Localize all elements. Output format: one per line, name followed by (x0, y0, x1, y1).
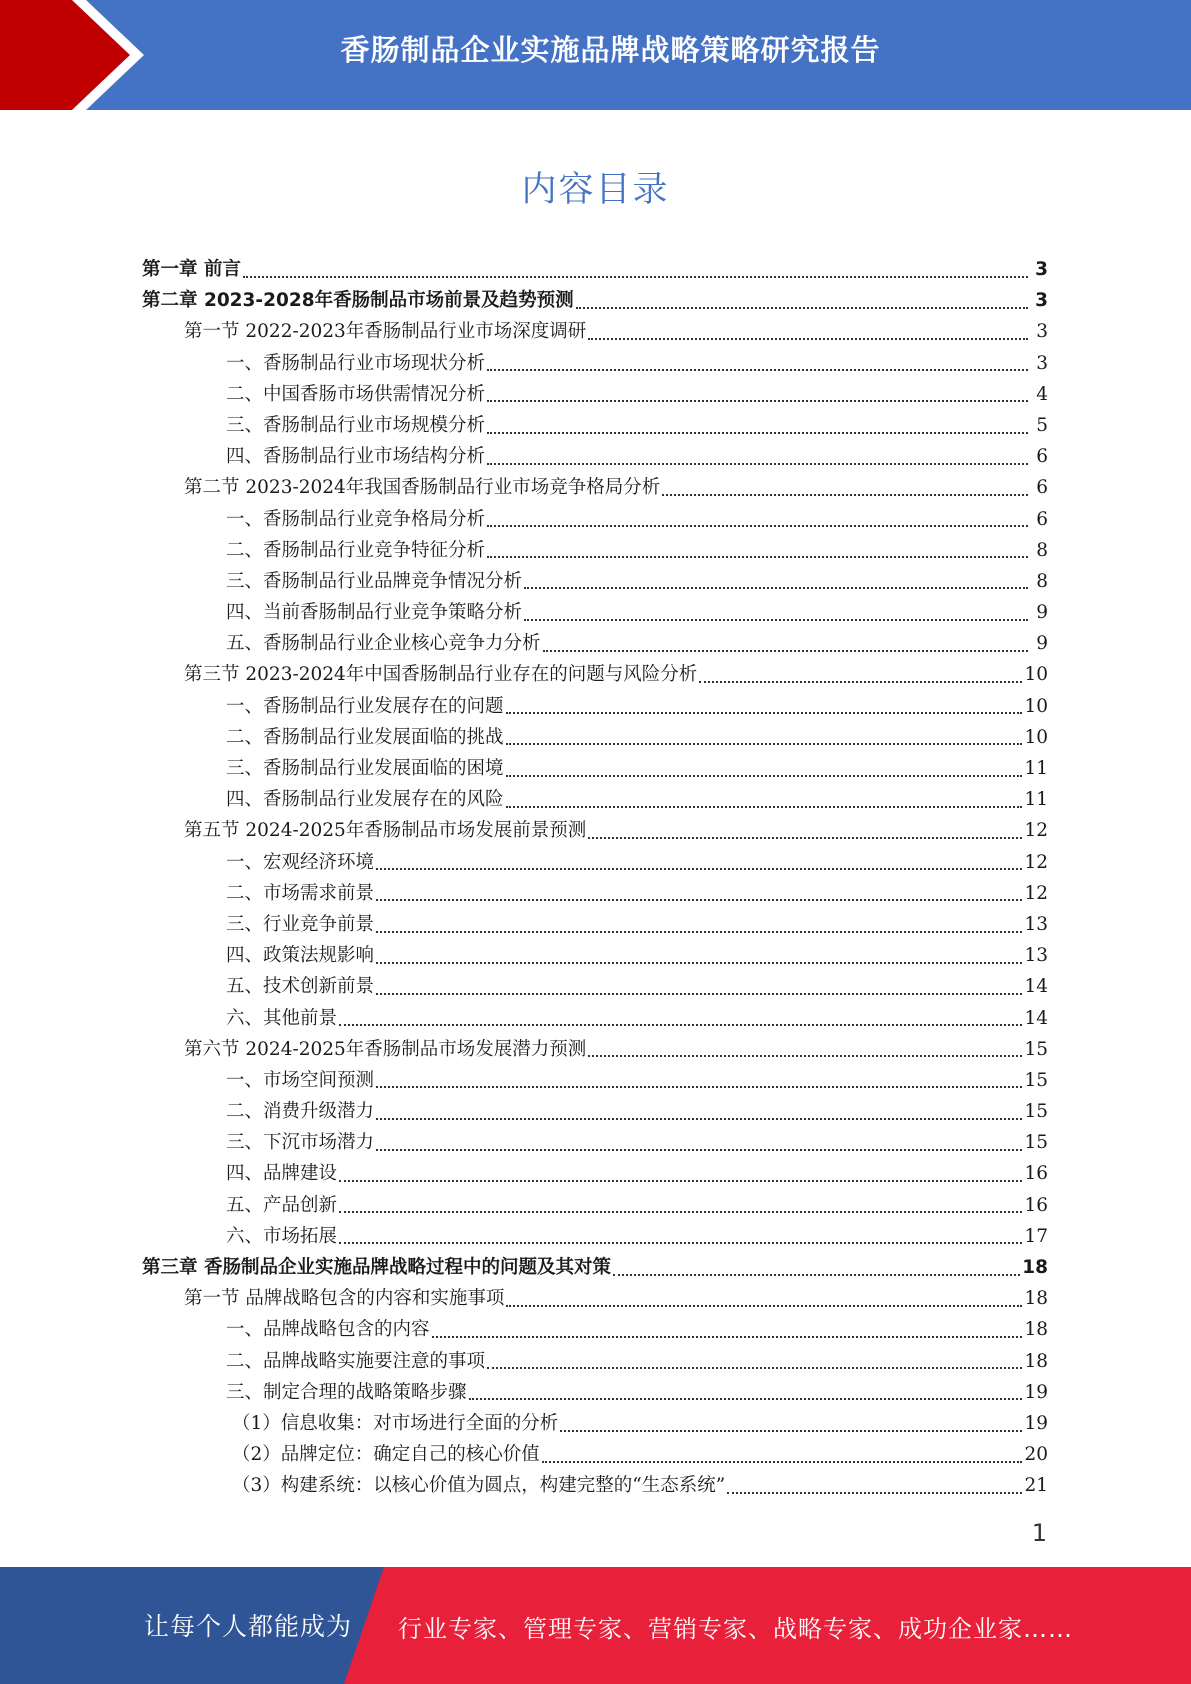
page-number: 1 (1031, 1519, 1047, 1547)
toc-entry-page: 19 (1024, 1381, 1048, 1403)
toc-entry[interactable] (142, 784, 1048, 815)
toc-entry-title: 一、香肠制品行业市场现状分析 (226, 352, 486, 374)
toc-entry-title: 三、香肠制品行业品牌竞争情况分析 (226, 570, 523, 592)
dot-leader (376, 899, 1022, 901)
toc-entry-title: 第六节 2024-2025年香肠制品市场发展潜力预测 (184, 1038, 587, 1060)
toc-entry-title: （3）构建系统：以核心价值为圆点，构建完整的“生态系统” (232, 1475, 726, 1497)
toc-entry-page: 18 (1024, 1319, 1048, 1341)
toc-entry-title: 二、香肠制品行业发展面临的挑战 (226, 726, 504, 748)
toc-entry-title: 四、香肠制品行业市场结构分析 (226, 446, 486, 468)
dot-leader (376, 868, 1022, 870)
toc-entry[interactable] (142, 659, 1048, 690)
toc-entry-page: 21 (1024, 1475, 1048, 1497)
toc-entry-page: 14 (1024, 1007, 1048, 1029)
toc-entry-page: 18 (1024, 1350, 1048, 1372)
toc-entry[interactable] (142, 1065, 1048, 1096)
header-band (0, 0, 1191, 110)
dot-leader (487, 432, 1028, 434)
toc-entry-title: 第一节 品牌战略包含的内容和实施事项 (184, 1288, 505, 1310)
dot-leader (588, 338, 1028, 340)
toc-entry-title: 三、制定合理的战略策略步骤 (226, 1381, 467, 1403)
toc-entry-title: 第三节 2023-2024年中国香肠制品行业存在的问题与风险分析 (184, 664, 698, 686)
toc-entry-page: 12 (1024, 820, 1048, 842)
dot-leader (487, 556, 1028, 558)
toc-entry-title: 第二章 2023-2028年香肠制品市场前景及趋势预测 (142, 290, 574, 312)
toc-entry[interactable] (142, 316, 1048, 347)
toc-entry-page: 12 (1024, 882, 1048, 904)
toc-entry-page: 13 (1024, 945, 1048, 967)
toc-entry-title: 一、品牌战略包含的内容 (226, 1319, 430, 1341)
toc-entry-page: 17 (1024, 1225, 1048, 1247)
toc-entry[interactable] (142, 1346, 1048, 1377)
dot-leader (662, 494, 1028, 496)
toc-entry-title: 二、香肠制品行业竞争特征分析 (226, 539, 486, 561)
toc-entry[interactable] (142, 628, 1048, 659)
dot-leader (524, 619, 1028, 621)
dot-leader (376, 931, 1022, 933)
toc-entry[interactable] (142, 1158, 1048, 1189)
toc-entry-page: 3 (1036, 352, 1048, 374)
toc-entry-page: 13 (1024, 913, 1048, 935)
toc-entry-page: 9 (1036, 602, 1048, 624)
toc-entry-page: 8 (1036, 539, 1048, 561)
toc-entry[interactable] (142, 1127, 1048, 1158)
report-title: 香肠制品企业实施品牌战略策略研究报告 (340, 33, 881, 67)
toc-entry[interactable] (142, 1408, 1048, 1439)
toc-entry[interactable] (142, 441, 1048, 472)
toc-entry-title: 一、市场空间预测 (226, 1069, 375, 1091)
dot-leader (588, 1055, 1022, 1057)
dot-leader (376, 993, 1022, 995)
dot-leader (469, 1398, 1023, 1400)
toc-entry[interactable] (142, 1221, 1048, 1252)
toc-entry-title: 五、技术创新前景 (226, 976, 375, 998)
toc-entry-page: 3 (1036, 321, 1048, 343)
dot-leader (560, 1430, 1022, 1432)
toc-entry[interactable] (142, 1314, 1048, 1345)
toc-entry[interactable] (142, 504, 1048, 535)
toc-entry[interactable] (142, 878, 1048, 909)
dot-leader (506, 712, 1023, 714)
toc-entry-title: 三、香肠制品行业发展面临的困境 (226, 758, 504, 779)
dot-leader (376, 1149, 1022, 1151)
footer-slogan-right: 行业专家、管理专家、营销专家、战略专家、成功企业家…… (398, 1615, 1073, 1643)
toc-entry-title: 一、香肠制品行业竞争格局分析 (226, 508, 486, 530)
toc-entry[interactable] (142, 1034, 1048, 1065)
toc-entry-page: 6 (1036, 477, 1048, 499)
toc-entry-title: 六、其他前景 (226, 1007, 338, 1029)
table-of-contents (142, 254, 1048, 1502)
toc-entry-page: 15 (1024, 1132, 1048, 1154)
toc-heading: 内容目录 (521, 170, 670, 210)
toc-entry[interactable] (142, 971, 1048, 1002)
toc-entry-page: 15 (1024, 1101, 1048, 1123)
dot-leader (506, 1305, 1022, 1307)
toc-entry[interactable] (142, 535, 1048, 566)
toc-entry-title: 二、中国香肠市场供需情况分析 (226, 383, 486, 405)
toc-entry-title: 三、香肠制品行业市场规模分析 (226, 414, 486, 436)
dot-leader (487, 400, 1028, 402)
toc-entry-page: 9 (1036, 633, 1048, 655)
dot-leader (339, 1180, 1022, 1182)
toc-entry-title: 五、香肠制品行业企业核心竞争力分析 (226, 633, 541, 655)
toc-entry-page: 4 (1036, 383, 1048, 405)
toc-entry-page: 6 (1036, 508, 1048, 530)
dot-leader (243, 276, 1028, 278)
toc-entry[interactable] (142, 472, 1048, 503)
toc-entry[interactable] (142, 254, 1048, 285)
toc-entry-title: 第二节 2023-2024年我国香肠制品行业市场竞争格局分析 (184, 477, 661, 499)
dot-leader (543, 650, 1028, 652)
toc-entry-title: 一、宏观经济环境 (226, 851, 375, 873)
toc-entry[interactable] (142, 566, 1048, 597)
dot-leader (487, 525, 1028, 527)
toc-entry-page: 8 (1036, 570, 1048, 592)
toc-entry-page: 10 (1024, 726, 1048, 748)
dot-leader (576, 307, 1028, 309)
dot-leader (376, 1086, 1022, 1088)
toc-entry-title: 四、品牌建设 (226, 1163, 338, 1185)
toc-entry-page: 16 (1024, 1194, 1048, 1216)
toc-entry[interactable] (142, 410, 1048, 441)
toc-entry-title: 三、下沉市场潜力 (226, 1132, 375, 1154)
toc-entry-title: 二、品牌战略实施要注意的事项 (226, 1350, 486, 1372)
toc-entry[interactable] (142, 753, 1048, 784)
toc-entry[interactable] (142, 940, 1048, 971)
toc-entry[interactable] (142, 691, 1048, 722)
toc-entry-title: （2）品牌定位：确定自己的核心价值 (232, 1444, 540, 1466)
toc-entry[interactable] (142, 1190, 1048, 1221)
dot-leader (524, 587, 1028, 589)
toc-entry-title: 三、行业竞争前景 (226, 913, 375, 935)
toc-entry-page: 12 (1024, 851, 1048, 873)
toc-entry-title: 四、当前香肠制品行业竞争策略分析 (226, 602, 523, 624)
toc-entry-title: 四、政策法规影响 (226, 945, 375, 967)
dot-leader (339, 1211, 1022, 1213)
toc-entry-title: 五、产品创新 (226, 1194, 338, 1216)
toc-entry-title: 第一节 2022-2023年香肠制品行业市场深度调研 (184, 321, 587, 343)
toc-entry-page: 5 (1036, 414, 1048, 436)
toc-entry[interactable] (142, 597, 1048, 628)
toc-entry[interactable] (142, 1003, 1048, 1034)
toc-entry-page: 11 (1024, 758, 1048, 779)
dot-leader (727, 1492, 1022, 1494)
toc-entry-page: 19 (1024, 1412, 1048, 1434)
toc-entry[interactable] (142, 847, 1048, 878)
dot-leader (588, 837, 1022, 839)
toc-entry-page: 3 (1035, 259, 1048, 280)
toc-entry[interactable] (142, 1096, 1048, 1127)
toc-entry-title: 一、香肠制品行业发展存在的问题 (226, 695, 504, 717)
toc-entry-page: 3 (1035, 290, 1048, 312)
footer-band (0, 1567, 1191, 1684)
toc-entry-title: （1）信息收集：对市场进行全面的分析 (232, 1412, 559, 1434)
toc-entry[interactable] (142, 1470, 1048, 1501)
toc-entry-page: 15 (1024, 1069, 1048, 1091)
dot-leader (542, 1461, 1023, 1463)
toc-entry-page: 10 (1024, 695, 1048, 717)
toc-entry[interactable] (142, 909, 1048, 940)
dot-leader (376, 962, 1022, 964)
toc-entry-title: 二、消费升级潜力 (226, 1101, 375, 1123)
toc-entry-title: 六、市场拓展 (226, 1225, 338, 1247)
toc-entry-page: 15 (1024, 1038, 1048, 1060)
toc-entry[interactable] (142, 348, 1048, 379)
toc-entry[interactable] (142, 1377, 1048, 1408)
toc-entry-title: 二、市场需求前景 (226, 882, 375, 904)
toc-entry-page: 10 (1024, 664, 1048, 686)
dot-leader (339, 1024, 1022, 1026)
toc-entry-page: 18 (1024, 1288, 1048, 1310)
toc-entry[interactable] (142, 285, 1048, 316)
dot-leader (613, 1274, 1020, 1276)
toc-entry-title: 第三章 香肠制品企业实施品牌战略过程中的问题及其对策 (142, 1257, 611, 1278)
toc-entry-page: 11 (1024, 789, 1048, 811)
dot-leader (506, 806, 1023, 808)
dot-leader (339, 1242, 1022, 1244)
toc-entry-page: 14 (1024, 976, 1048, 998)
dot-leader (487, 1367, 1022, 1369)
toc-entry-title: 四、香肠制品行业发展存在的风险 (226, 789, 504, 811)
toc-entry-page: 16 (1024, 1163, 1048, 1185)
toc-entry[interactable] (142, 1252, 1048, 1283)
dot-leader (506, 743, 1023, 745)
dot-leader (699, 681, 1022, 683)
toc-entry[interactable] (142, 722, 1048, 753)
footer-slogan-left: 让每个人都能成为 (144, 1612, 353, 1641)
toc-entry[interactable] (142, 815, 1048, 846)
toc-entry-title: 第一章 前言 (142, 259, 241, 280)
toc-entry[interactable] (142, 1439, 1048, 1470)
toc-entry-page: 20 (1024, 1444, 1048, 1466)
toc-entry-title: 第五节 2024-2025年香肠制品市场发展前景预测 (184, 820, 587, 842)
toc-entry[interactable] (142, 1283, 1048, 1314)
dot-leader (487, 463, 1028, 465)
toc-entry-page: 6 (1036, 446, 1048, 468)
dot-leader (506, 775, 1023, 777)
dot-leader (432, 1336, 1023, 1338)
dot-leader (376, 1118, 1022, 1120)
toc-entry-page: 18 (1022, 1257, 1048, 1278)
toc-entry[interactable] (142, 379, 1048, 410)
dot-leader (487, 369, 1028, 371)
